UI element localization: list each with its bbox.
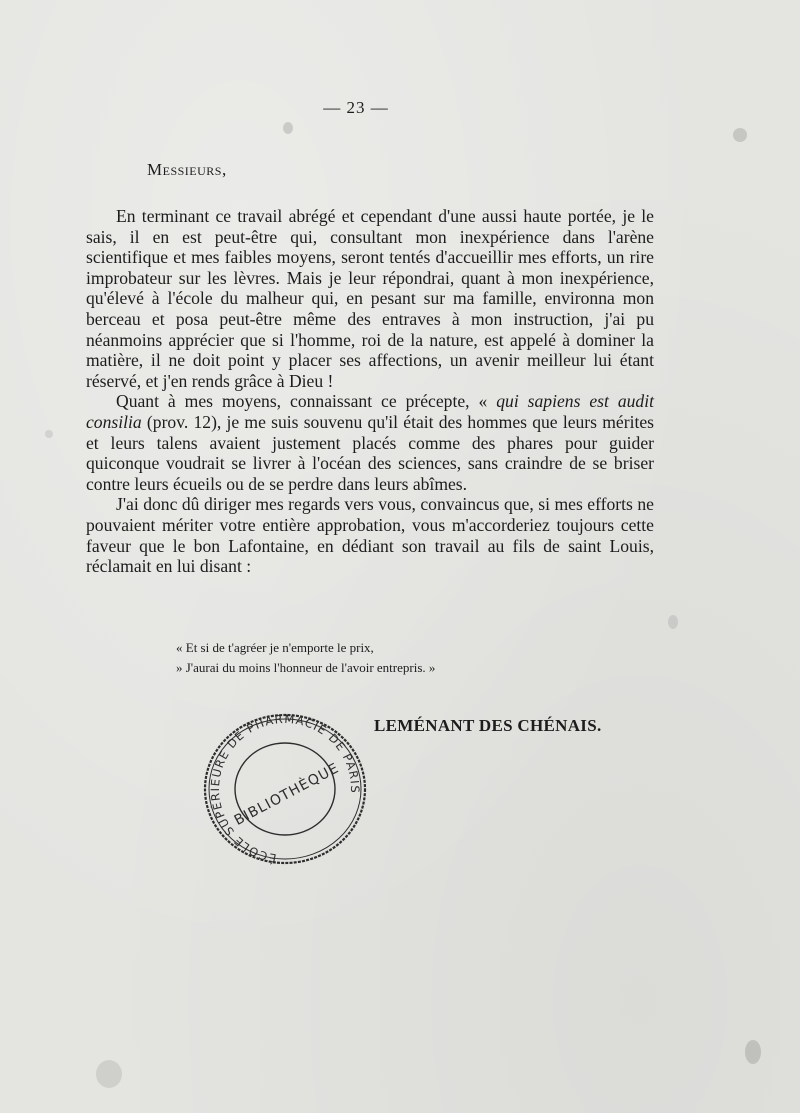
stamp-seal-icon bbox=[200, 707, 370, 867]
svg-text:BIBLIOTHÈQUE: BIBLIOTHÈQUE bbox=[231, 760, 342, 829]
ink-spot bbox=[96, 1060, 122, 1088]
salutation: Messieurs, bbox=[147, 160, 227, 179]
verse-quotation bbox=[176, 638, 435, 678]
paragraph-1: En terminant ce travail abrégé et cependant d'une aussi haute portée, je le sais, il en est peut-être qui, consultant mon inexpérience dans l'arène scientifique et mes faibles moyens, seront tentés d'accueillir mes efforts, un rire improbateur sur les lèvres. Mais je leur répondrai, quant à mon inexpérience, qu'élevé à l'école du malheur qui, en pesant sur ma famille, environna mon berceau et posa peut-être même des entraves à mon instruction, j'ai pu néanmoins apprécier que si l'homme, roi de la nature, est appelé à dominer la matière, il ne doit point y placer ses affections, un avenir meilleur lui étant réservé, et j'en rends grâce à Dieu ! bbox=[86, 206, 654, 391]
ink-spot bbox=[668, 615, 678, 629]
paragraph-3: J'ai donc dû diriger mes regards vers vous, convaincus que, si mes efforts ne pouvaient mériter votre entière approbation, vous m'accorderiez toujours cette faveur que le bon Lafontaine, en dédiant son travail au fils de saint Louis, réclamait en lui disant : bbox=[86, 494, 654, 577]
ink-spot bbox=[733, 128, 747, 142]
paragraph-2-before: Quant à mes moyens, connaissant ce précepte, « bbox=[116, 391, 497, 412]
ink-spot bbox=[45, 430, 53, 438]
paragraph-2-after: (prov. 12), je me suis souvenu qu'il était des hommes que leurs mérites et leurs talens avaient justement placés comme des phares pour guider quiconque voudrait se livrer à l'océan des sciences, sans craindre de se briser contre leurs écueils ou de se perdre dans leurs abîmes. bbox=[86, 411, 654, 494]
ink-spot bbox=[283, 122, 293, 134]
library-stamp bbox=[200, 707, 370, 867]
body-text bbox=[86, 206, 654, 577]
svg-text:ÉCOLE SUPÉRIEURE DE PHARMACIE: ÉCOLE SUPÉRIEURE DE PHARMACIE DE PARIS bbox=[207, 711, 363, 866]
author-signature: LEMÉNANT DES CHÉNAIS. bbox=[374, 716, 602, 735]
page-number: — 23 — bbox=[323, 98, 389, 117]
latin-quotation: qui sapiens est audit consilia bbox=[86, 391, 655, 432]
ink-spot bbox=[745, 1040, 761, 1064]
paragraph-2 bbox=[86, 391, 654, 494]
verse-line-2: » J'aurai du moins l'honneur de l'avoir entrepris. » bbox=[176, 660, 436, 675]
verse-line-1: « Et si de t'agréer je n'emporte le prix, bbox=[176, 640, 374, 655]
